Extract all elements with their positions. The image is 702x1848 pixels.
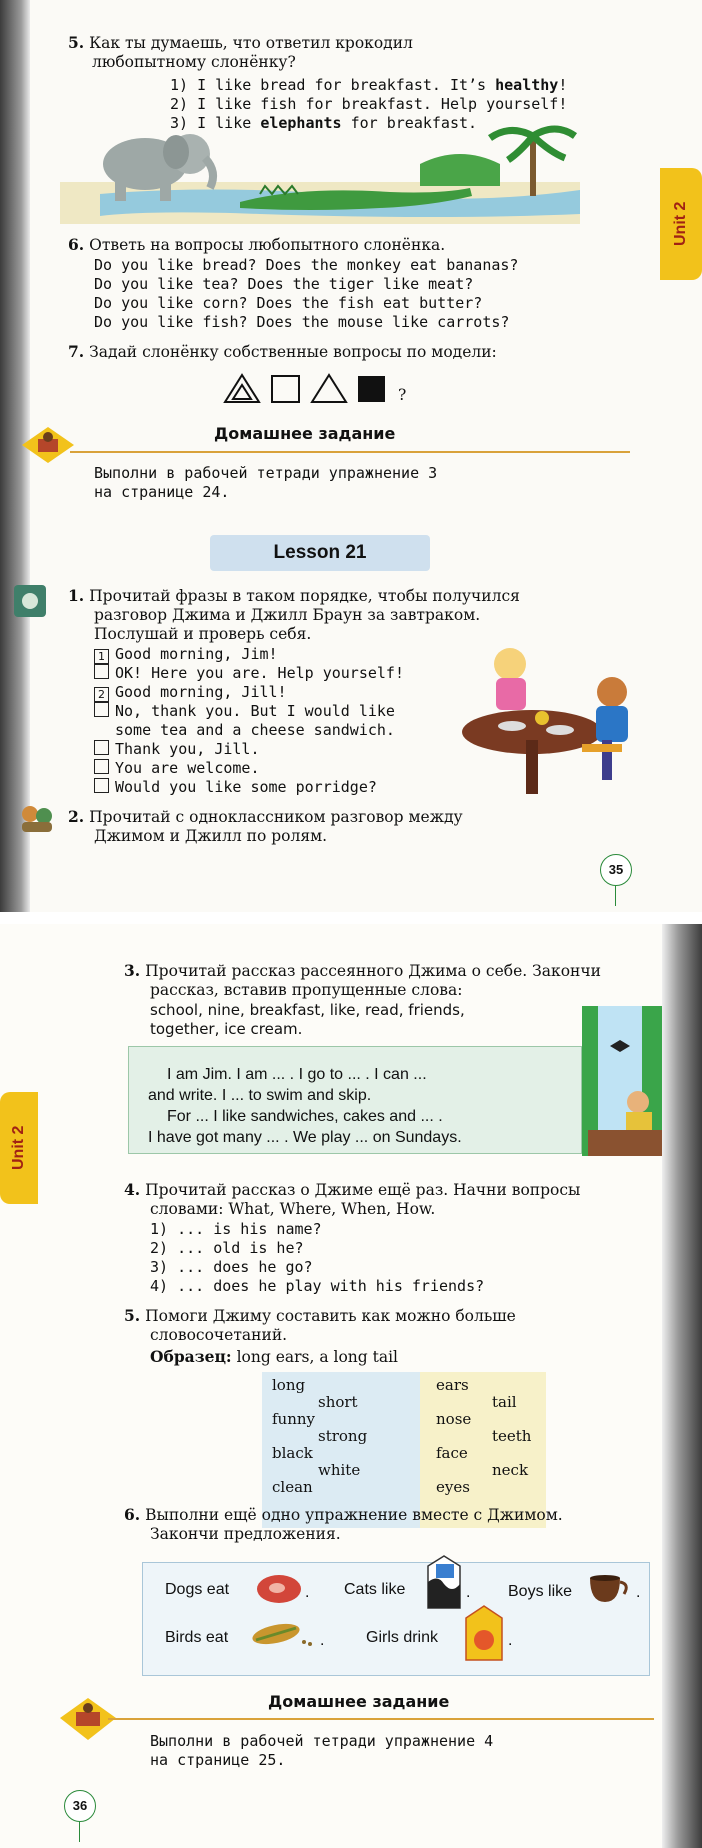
ex4-instructions: 4. Прочитай рассказ о Джиме ещё раз. Начни вопросы xyxy=(124,1180,581,1199)
ex3-instructions: рассказ, вставив пропущенные слова: xyxy=(150,981,463,999)
dialogue-item: 1 Good morning, Jim! xyxy=(94,645,278,664)
sentence-end: . xyxy=(466,1584,471,1601)
noun-word: face xyxy=(436,1444,468,1462)
order-box[interactable]: 1 xyxy=(94,649,109,664)
noun-word: ears xyxy=(436,1376,469,1394)
story-line: and write. I ... to swim and skip. xyxy=(148,1087,372,1104)
homework-title: Домашнее задание xyxy=(268,1692,450,1711)
dialogue-item-cont: some tea and a cheese sandwich. xyxy=(115,721,395,739)
ex5-option-3: 3) I like elephants for breakfast. xyxy=(170,114,478,132)
question-model-icons xyxy=(222,372,412,406)
unit-tab: Unit 2 xyxy=(0,1092,38,1204)
homework-icon xyxy=(20,425,76,465)
sentence-start: Cats like xyxy=(344,1581,406,1598)
adjective-word: funny xyxy=(272,1410,316,1428)
noun-word: nose xyxy=(436,1410,472,1428)
sentence-end: . xyxy=(508,1632,513,1649)
ex3-wordlist: school, nine, breakfast, like, read, friends, xyxy=(150,1001,465,1019)
noun-word: tail xyxy=(492,1393,517,1411)
homework-text: Выполни в рабочей тетради упражнение 4 xyxy=(150,1732,494,1750)
boy-icon xyxy=(597,677,627,707)
triangle-outline-icon xyxy=(312,375,346,402)
ex6-line: Do you like corn? Does the fish eat butter? xyxy=(94,294,483,312)
dialogue-item: Would you like some porridge? xyxy=(94,778,377,797)
story-line: For ... I like sandwiches, cakes and ... . xyxy=(167,1108,443,1125)
ex6-title: 6. Ответь на вопросы любопытного слонёнка. xyxy=(68,235,446,254)
order-box[interactable] xyxy=(94,664,109,679)
sentence-start: Dogs eat xyxy=(165,1581,230,1598)
jim-at-desk-illustration xyxy=(582,1006,662,1156)
book-spine xyxy=(662,924,702,1848)
juice-carton-icon xyxy=(462,1604,506,1662)
ex4-question: 1) ... is his name? xyxy=(150,1220,322,1238)
ex6-instructions: Закончи предложения. xyxy=(150,1525,341,1543)
ex1-instructions: разговор Джима и Джилл Браун за завтраком. xyxy=(94,606,481,624)
ex4-question: 4) ... does he play with his friends? xyxy=(150,1277,485,1295)
order-box[interactable] xyxy=(94,740,109,755)
noun-word: neck xyxy=(492,1461,529,1479)
lesson-header: Lesson 21 xyxy=(210,535,430,571)
milk-carton-icon xyxy=(424,1554,464,1610)
ex2-text: Джимом и Джилл по ролям. xyxy=(94,827,328,845)
adjective-word: white xyxy=(318,1461,361,1479)
order-box[interactable] xyxy=(94,702,109,717)
homework-title: Домашнее задание xyxy=(214,424,396,443)
page-35 xyxy=(0,0,702,912)
ex2-text: 2. Прочитай с одноклассником разговор между xyxy=(68,807,463,826)
adjective-word: clean xyxy=(272,1478,313,1496)
dialogue-item: Thank you, Jill. xyxy=(94,740,260,759)
sentence-end: . xyxy=(305,1584,310,1601)
cup-icon xyxy=(586,1572,634,1606)
noun-word: eyes xyxy=(436,1478,470,1496)
noun-word: teeth xyxy=(492,1427,532,1445)
square-outline-icon xyxy=(272,376,299,402)
corn-grain-icon xyxy=(250,1620,314,1650)
elephant-crocodile-illustration xyxy=(60,124,580,224)
boy-icon xyxy=(627,1091,649,1113)
ex6-line: Do you like fish? Does the mouse like carrots? xyxy=(94,313,510,331)
ex3-instructions: 3. Прочитай рассказ рассеянного Джима о себе. Закончи xyxy=(124,961,601,980)
ex7-title: 7. Задай слонёнку собственные вопросы по модели: xyxy=(68,342,497,361)
breakfast-table-illustration xyxy=(452,640,642,800)
dialogue-item: You are welcome. xyxy=(94,759,260,778)
audio-icon xyxy=(12,583,48,619)
ex6-line: Do you like tea? Does the tiger like meat? xyxy=(94,275,474,293)
dialogue-item: 2 Good morning, Jill! xyxy=(94,683,287,702)
page-number: 36 xyxy=(64,1790,96,1822)
homework-text: на странице 25. xyxy=(150,1751,286,1769)
story-line: I have got many ... . We play ... on Sundays. xyxy=(148,1129,462,1146)
ex4-question: 3) ... does he go? xyxy=(150,1258,313,1276)
page-number-string xyxy=(615,886,616,906)
triangle-with-triangle-icon xyxy=(225,375,259,402)
adjective-word: black xyxy=(272,1444,313,1462)
ex4-instructions: словами: What, Where, When, How. xyxy=(150,1200,436,1218)
ex5-instructions: 5. Помоги Джиму составить как можно больше xyxy=(124,1306,516,1325)
ex6-line: Do you like bread? Does the monkey eat bananas? xyxy=(94,256,519,274)
pair-work-icon xyxy=(18,804,56,834)
meat-icon xyxy=(255,1572,303,1606)
ex4-question: 2) ... old is he? xyxy=(150,1239,304,1257)
ex1-instructions: 1. Прочитай фразы в таком порядке, чтобы получился xyxy=(68,586,520,605)
sentence-start: Boys like xyxy=(508,1583,573,1600)
ex5-question-cont: любопытному слонёнку? xyxy=(92,53,296,71)
page-36 xyxy=(0,924,702,1848)
order-box[interactable]: 2 xyxy=(94,687,109,702)
square-filled-icon xyxy=(358,376,385,402)
sentence-end: . xyxy=(320,1632,325,1649)
ex1-instructions: Послушай и проверь себя. xyxy=(94,625,312,643)
unit-tab: Unit 2 xyxy=(660,168,702,280)
ex5-question: 5. Как ты думаешь, что ответил крокодил xyxy=(68,33,413,52)
sentence-start: Birds eat xyxy=(165,1629,229,1646)
homework-text: Выполни в рабочей тетради упражнение 3 xyxy=(94,464,438,482)
page-gap xyxy=(0,912,702,924)
ex5-option-2: 2) I like fish for breakfast. Help yourself! xyxy=(170,95,568,113)
dialogue-item: OK! Here you are. Help yourself! xyxy=(94,664,404,683)
sentence-start: Girls drink xyxy=(366,1629,439,1646)
homework-divider xyxy=(108,1718,654,1720)
food-sentences-box xyxy=(142,1562,650,1676)
page-number-string xyxy=(79,1822,80,1842)
ex5-option-1: 1) I like bread for breakfast. It’s healthy! xyxy=(170,76,568,94)
ex3-wordlist: together, ice cream. xyxy=(150,1020,303,1038)
adjective-word: long xyxy=(272,1376,306,1394)
homework-text: на странице 24. xyxy=(94,483,230,501)
adjective-word: short xyxy=(318,1393,358,1411)
order-box[interactable] xyxy=(94,759,109,774)
order-box[interactable] xyxy=(94,778,109,793)
homework-divider xyxy=(70,451,630,453)
page-number: 35 xyxy=(600,854,632,886)
dialogue-item: No, thank you. But I would like xyxy=(94,702,395,721)
adjective-word: strong xyxy=(318,1427,368,1445)
story-line: I am Jim. I am ... . I go to ... . I can ... xyxy=(167,1066,427,1083)
question-mark: ? xyxy=(398,386,407,404)
ex6-instructions: 6. Выполни ещё одно упражнение вместе с Джимом. xyxy=(124,1505,563,1524)
girl-icon xyxy=(494,648,526,680)
sentence-end: . xyxy=(636,1584,641,1601)
ex5-instructions: словосочетаний. xyxy=(150,1326,288,1344)
ex5-sample: Образец: long ears, a long tail xyxy=(150,1347,399,1366)
